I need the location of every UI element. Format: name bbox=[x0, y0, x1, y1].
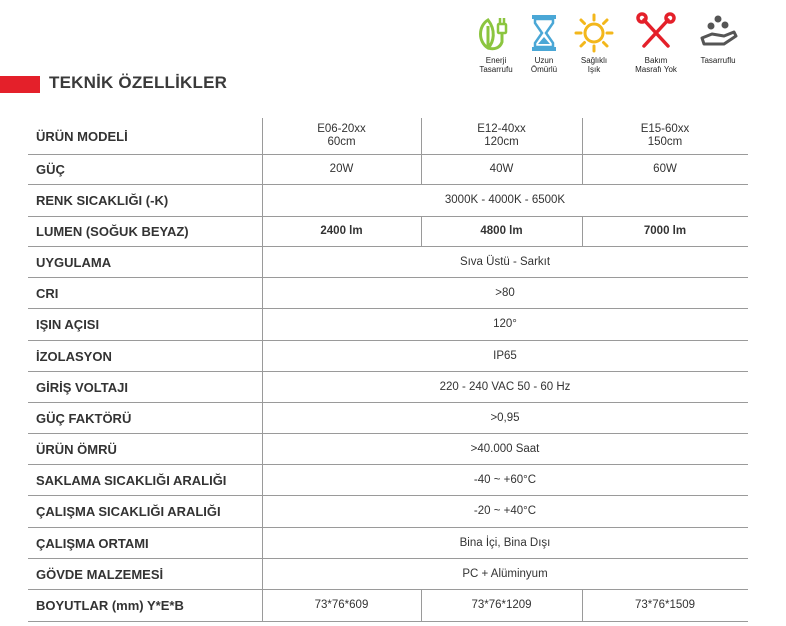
value-cell: E15-60xx 150cm bbox=[640, 123, 690, 148]
row-label: UYGULAMA bbox=[36, 254, 112, 270]
table-row bbox=[28, 185, 748, 217]
row-label: ÜRÜN MODELİ bbox=[36, 128, 128, 144]
icon-caption: Enerji Tasarrufu bbox=[479, 56, 513, 74]
value-cell: 73*76*609 bbox=[314, 599, 369, 611]
value-cell-merged: Sıva Üstü - Sarkıt bbox=[459, 255, 551, 268]
value-cell-merged: 120° bbox=[493, 318, 517, 330]
row-label: ÜRÜN ÖMRÜ bbox=[36, 441, 117, 457]
value-cell-merged: -20 ~ +40°C bbox=[473, 505, 537, 517]
sun-icon bbox=[572, 12, 616, 54]
value-cell: 4800 lm bbox=[480, 225, 523, 237]
table-row bbox=[28, 155, 748, 185]
value-cell-merged: 3000K - 4000K - 6500K bbox=[444, 194, 566, 206]
feature-savings bbox=[688, 12, 748, 65]
value-cell: 7000 lm bbox=[643, 225, 687, 237]
hand-coins-icon bbox=[696, 12, 740, 54]
table-row bbox=[28, 465, 748, 496]
row-label: GÜÇ bbox=[36, 162, 65, 177]
value-cell: 73*76*1509 bbox=[634, 599, 696, 611]
row-label: BOYUTLAR (mm) Y*E*B bbox=[36, 598, 184, 613]
row-label: RENK SICAKLIĞI (-K) bbox=[36, 193, 169, 208]
value-cell-merged: >0,95 bbox=[490, 411, 520, 424]
table-row bbox=[28, 528, 748, 559]
value-cell-merged: >40.000 Saat bbox=[470, 442, 540, 455]
row-label: İZOLASYON bbox=[36, 348, 112, 364]
table-row bbox=[28, 590, 748, 622]
feature-icons bbox=[466, 12, 750, 82]
icon-caption: Bakım Masrafı Yok bbox=[635, 56, 677, 74]
value-cell: 2400 lm bbox=[320, 225, 363, 237]
value-cell: E12-40xx 120cm bbox=[477, 123, 526, 148]
row-label: IŞIN AÇISI bbox=[36, 317, 100, 332]
title-accent-bar bbox=[0, 76, 40, 93]
tools-icon bbox=[634, 12, 678, 54]
icon-caption: Sağlıklı Işık bbox=[580, 56, 608, 74]
spec-table bbox=[28, 118, 748, 622]
table-row bbox=[28, 403, 748, 434]
table-row bbox=[28, 372, 748, 403]
value-cell-merged: 220 - 240 VAC 50 - 60 Hz bbox=[439, 380, 571, 393]
table-row bbox=[28, 496, 748, 528]
value-cell-merged: IP65 bbox=[493, 349, 517, 362]
value-cell: 40W bbox=[489, 163, 514, 175]
value-cell-merged: PC + Alüminyum bbox=[462, 567, 548, 580]
icon-caption: Tasarruflu bbox=[700, 56, 736, 65]
table-row bbox=[28, 118, 748, 155]
row-label: GÜÇ FAKTÖRÜ bbox=[36, 410, 132, 426]
page-title: TEKNİK ÖZELLİKLER bbox=[49, 73, 228, 92]
value-cell: 60W bbox=[653, 163, 677, 175]
energy-saving-icon bbox=[474, 12, 518, 54]
table-row bbox=[28, 434, 748, 465]
row-label: SAKLAMA SICAKLIĞI ARALIĞI bbox=[36, 472, 227, 488]
feature-no-maintenance bbox=[626, 12, 686, 74]
row-label: GÖVDE MALZEMESİ bbox=[36, 566, 164, 582]
table-row bbox=[28, 247, 748, 278]
table-row bbox=[28, 341, 748, 372]
value-cell-merged: -40 ~ +60°C bbox=[473, 473, 537, 486]
row-label: GİRİŞ VOLTAJI bbox=[36, 379, 128, 395]
icon-caption: Uzun Ömürlü bbox=[530, 56, 558, 74]
value-cell: 20W bbox=[329, 163, 354, 175]
row-label: LUMEN (SOĞUK BEYAZ) bbox=[36, 224, 189, 239]
value-cell-merged: Bina İçi, Bina Dışı bbox=[459, 536, 551, 549]
row-label: CRI bbox=[36, 285, 59, 301]
table-row bbox=[28, 217, 748, 247]
table-row bbox=[28, 559, 748, 590]
value-cell-merged: >80 bbox=[495, 286, 515, 299]
row-label: ÇALIŞMA ORTAMI bbox=[36, 535, 149, 551]
hourglass-icon bbox=[522, 12, 566, 54]
table-row bbox=[28, 278, 748, 309]
value-cell: E06-20xx 60cm bbox=[317, 123, 366, 148]
feature-healthy-light bbox=[564, 12, 624, 74]
row-label: ÇALIŞMA SICAKLIĞI ARALIĞI bbox=[36, 504, 221, 519]
value-cell: 73*76*1209 bbox=[471, 599, 532, 611]
table-row bbox=[28, 309, 748, 341]
